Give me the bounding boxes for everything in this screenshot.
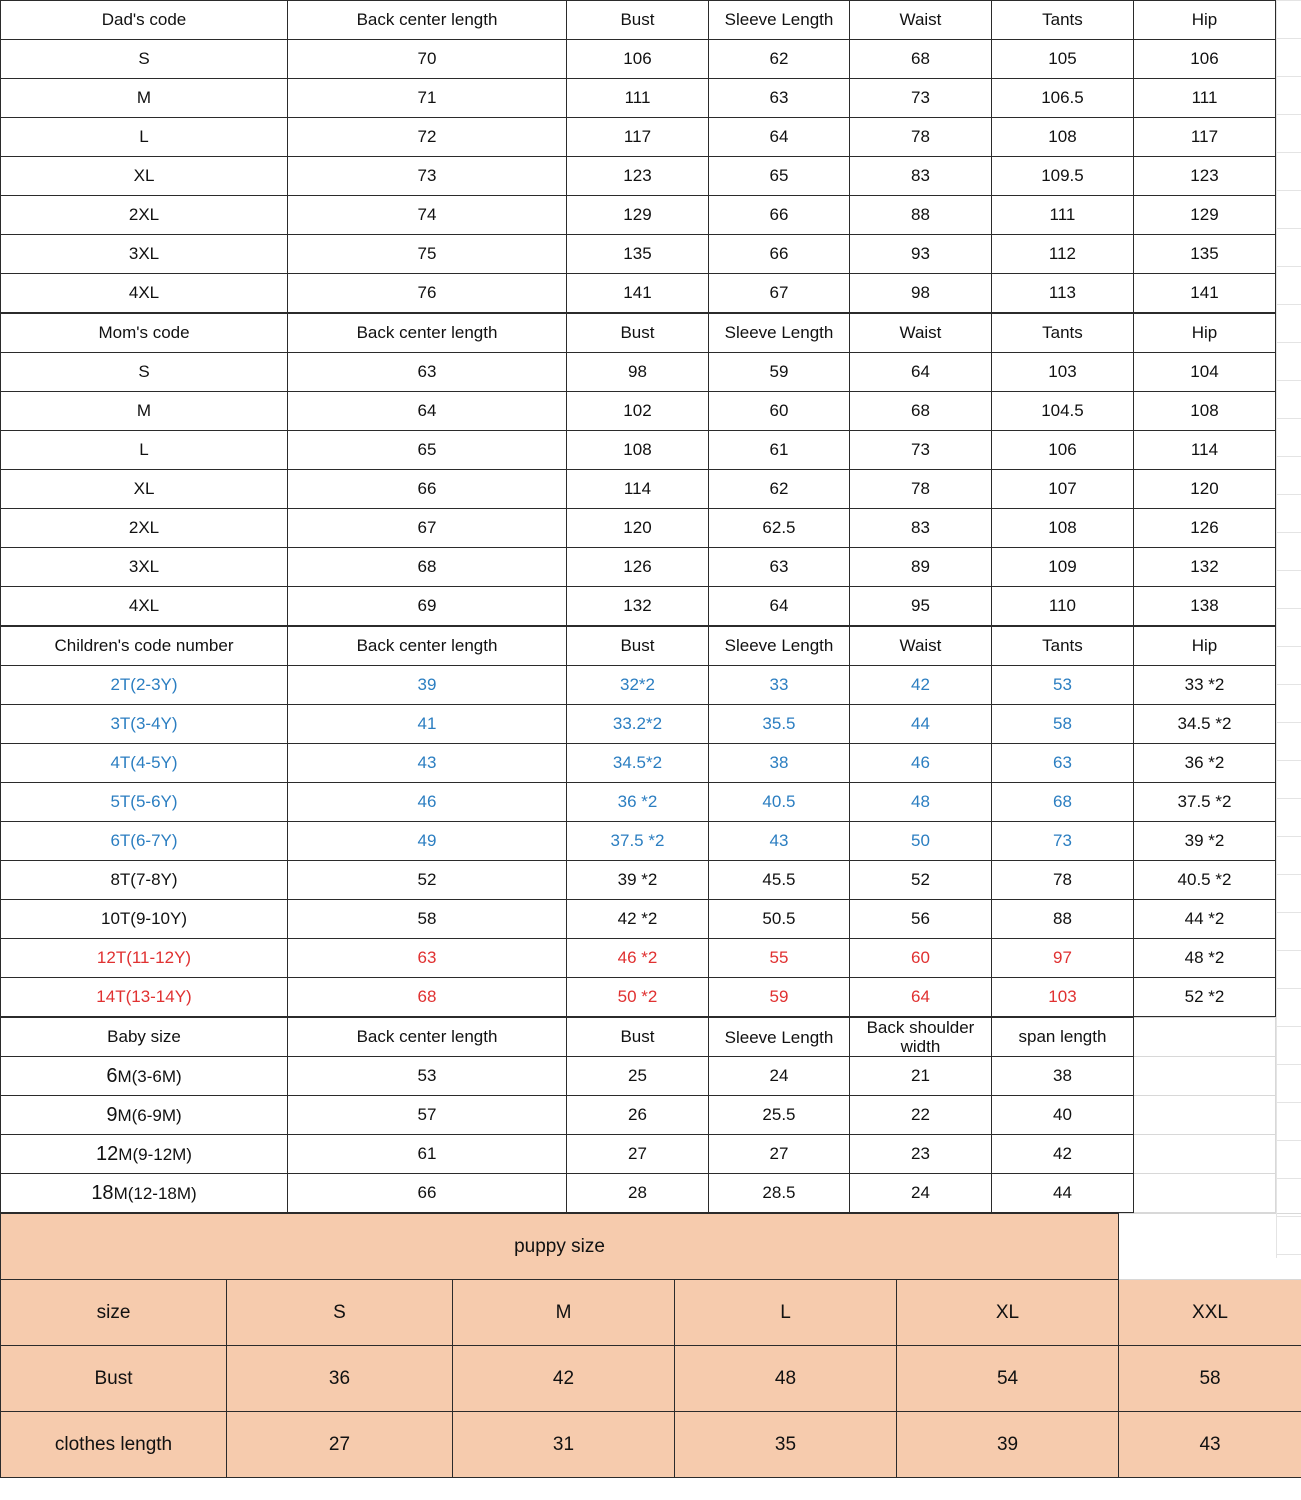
cell-bust: 141 (566, 274, 708, 313)
cell-size: 12T(11-12Y) (1, 939, 288, 978)
baby-header-size: Baby size (1, 1018, 288, 1057)
cell-size: 6T(6-7Y) (1, 822, 288, 861)
children-header-row (1, 627, 1276, 666)
cell-size: 10T(9-10Y) (1, 900, 288, 939)
cell-back-center-length: 63 (288, 353, 567, 392)
cell-sleeve-length: 45.5 (708, 861, 849, 900)
cell-size: 2XL (1, 509, 288, 548)
children-header-waist: Waist (849, 627, 991, 666)
cell-size: 3XL (1, 235, 288, 274)
baby-header-back-shoulder-width: Back shoulder width (849, 1018, 991, 1057)
baby-header-sleeve-length: Sleeve Length (708, 1018, 849, 1057)
cell-tants: 58 (991, 705, 1133, 744)
cell-bust: 36 *2 (566, 783, 708, 822)
cell-tants: 68 (991, 783, 1133, 822)
table-row (1, 978, 1276, 1017)
table-row (1, 1412, 1301, 1478)
cell-bust: 27 (566, 1135, 708, 1174)
cell-back-shoulder-width: 24 (849, 1174, 991, 1213)
cell-waist: 42 (849, 666, 991, 705)
cell-sleeve-length: 62 (708, 470, 849, 509)
cell-tants: 53 (991, 666, 1133, 705)
cell-bust: 120 (566, 509, 708, 548)
puppy-row-label-bust: Bust (1, 1346, 227, 1412)
cell-sleeve-length: 64 (708, 118, 849, 157)
cell-hip: 126 (1133, 509, 1275, 548)
cell-sleeve-length: 28.5 (708, 1174, 849, 1213)
cell-waist: 48 (849, 783, 991, 822)
cell-bust: 28 (566, 1174, 708, 1213)
table-row (1, 1135, 1276, 1174)
cell-hip: 37.5 *2 (1133, 783, 1275, 822)
cell-sleeve-length: 61 (708, 431, 849, 470)
mom-size-table (0, 313, 1276, 626)
cell-tants: 112 (991, 235, 1133, 274)
cell-clothes-length-xl: 39 (897, 1412, 1119, 1478)
table-row (1, 666, 1276, 705)
cell-bust: 33.2*2 (566, 705, 708, 744)
cell-bust: 42 *2 (566, 900, 708, 939)
cell-bust: 135 (566, 235, 708, 274)
cell-back-center-length: 67 (288, 509, 567, 548)
cell-waist: 73 (849, 79, 991, 118)
cell-size: 5T(5-6Y) (1, 783, 288, 822)
children-header-hip: Hip (1133, 627, 1275, 666)
cell-bust: 32*2 (566, 666, 708, 705)
baby-header-back-center-length: Back center length (288, 1018, 567, 1057)
cell-back-center-length: 49 (288, 822, 567, 861)
cell-size: 4T(4-5Y) (1, 744, 288, 783)
dad-header-tants: Tants (991, 1, 1133, 40)
cell-waist: 78 (849, 470, 991, 509)
cell-bust: 126 (566, 548, 708, 587)
cell-waist: 93 (849, 235, 991, 274)
cell-sleeve-length: 64 (708, 587, 849, 626)
table-row (1, 705, 1276, 744)
table-row (1, 196, 1276, 235)
cell-tants: 107 (991, 470, 1133, 509)
cell-size: 2XL (1, 196, 288, 235)
cell-size: M (1, 392, 288, 431)
cell-sleeve-length: 67 (708, 274, 849, 313)
mom-header-bust: Bust (566, 314, 708, 353)
mom-header-waist: Waist (849, 314, 991, 353)
mom-header-code: Mom's code (1, 314, 288, 353)
cell-empty (1133, 1135, 1275, 1174)
cell-waist: 64 (849, 353, 991, 392)
cell-back-center-length: 66 (288, 1174, 567, 1213)
dad-header-code: Dad's code (1, 1, 288, 40)
cell-bust-s: 36 (227, 1346, 453, 1412)
cell-sleeve-length: 24 (708, 1057, 849, 1096)
cell-waist: 56 (849, 900, 991, 939)
cell-waist: 44 (849, 705, 991, 744)
children-header-sleeve-length: Sleeve Length (708, 627, 849, 666)
cell-sleeve-length: 50.5 (708, 900, 849, 939)
cell-tants: 110 (991, 587, 1133, 626)
cell-hip: 117 (1133, 118, 1275, 157)
cell-sleeve-length: 55 (708, 939, 849, 978)
cell-tants: 106 (991, 431, 1133, 470)
cell-tants: 108 (991, 118, 1133, 157)
cell-back-center-length: 73 (288, 157, 567, 196)
cell-hip: 138 (1133, 587, 1275, 626)
cell-hip: 34.5 *2 (1133, 705, 1275, 744)
cell-bust: 132 (566, 587, 708, 626)
table-row (1, 274, 1276, 313)
cell-size: 9M(6-9M) (1, 1096, 288, 1135)
spreadsheet-gridlines (1276, 0, 1301, 1258)
cell-back-center-length: 52 (288, 861, 567, 900)
cell-waist: 73 (849, 431, 991, 470)
cell-waist: 64 (849, 978, 991, 1017)
cell-bust: 37.5 *2 (566, 822, 708, 861)
cell-sleeve-length: 27 (708, 1135, 849, 1174)
cell-hip: 120 (1133, 470, 1275, 509)
table-row (1, 470, 1276, 509)
mom-header-row (1, 314, 1276, 353)
cell-back-center-length: 64 (288, 392, 567, 431)
cell-hip: 44 *2 (1133, 900, 1275, 939)
cell-tants: 111 (991, 196, 1133, 235)
cell-back-center-length: 53 (288, 1057, 567, 1096)
puppy-size-table (0, 1213, 1301, 1478)
cell-back-center-length: 65 (288, 431, 567, 470)
cell-hip: 48 *2 (1133, 939, 1275, 978)
baby-header-row (1, 1018, 1276, 1057)
table-row (1, 1346, 1301, 1412)
cell-size: 3XL (1, 548, 288, 587)
table-row (1, 783, 1276, 822)
cell-size: L (1, 118, 288, 157)
cell-sleeve-length: 63 (708, 548, 849, 587)
cell-sleeve-length: 60 (708, 392, 849, 431)
cell-sleeve-length: 25.5 (708, 1096, 849, 1135)
cell-empty (1133, 1174, 1275, 1213)
cell-tants: 113 (991, 274, 1133, 313)
cell-waist: 88 (849, 196, 991, 235)
cell-back-center-length: 66 (288, 470, 567, 509)
cell-sleeve-length: 63 (708, 79, 849, 118)
cell-size-xl: XL (897, 1280, 1119, 1346)
cell-hip: 36 *2 (1133, 744, 1275, 783)
cell-span-length: 42 (991, 1135, 1133, 1174)
cell-waist: 68 (849, 40, 991, 79)
table-row (1, 1057, 1276, 1096)
cell-back-center-length: 41 (288, 705, 567, 744)
cell-hip: 39 *2 (1133, 822, 1275, 861)
cell-size: 2T(2-3Y) (1, 666, 288, 705)
cell-hip: 40.5 *2 (1133, 861, 1275, 900)
mom-header-tants: Tants (991, 314, 1133, 353)
cell-tants: 104.5 (991, 392, 1133, 431)
cell-back-center-length: 71 (288, 79, 567, 118)
table-row (1, 118, 1276, 157)
cell-tants: 73 (991, 822, 1133, 861)
cell-empty (1133, 1057, 1275, 1096)
cell-empty (1133, 1096, 1275, 1135)
cell-back-center-length: 76 (288, 274, 567, 313)
table-row (1, 1096, 1276, 1135)
cell-size: XL (1, 470, 288, 509)
cell-size: S (1, 40, 288, 79)
cell-span-length: 44 (991, 1174, 1133, 1213)
cell-sleeve-length: 40.5 (708, 783, 849, 822)
puppy-band-row (1, 1214, 1301, 1280)
cell-bust: 50 *2 (566, 978, 708, 1017)
cell-hip: 104 (1133, 353, 1275, 392)
dad-header-row (1, 1, 1276, 40)
cell-back-shoulder-width: 21 (849, 1057, 991, 1096)
puppy-row-label-clothes-length: clothes length (1, 1412, 227, 1478)
cell-size-s: S (227, 1280, 453, 1346)
cell-bust-xl: 54 (897, 1346, 1119, 1412)
baby-header-bust: Bust (566, 1018, 708, 1057)
cell-waist: 68 (849, 392, 991, 431)
table-row (1, 157, 1276, 196)
cell-size-m: M (453, 1280, 675, 1346)
dad-size-table (0, 0, 1276, 313)
cell-tants: 109 (991, 548, 1133, 587)
table-row (1, 900, 1276, 939)
cell-tants: 103 (991, 353, 1133, 392)
cell-bust-m: 42 (453, 1346, 675, 1412)
children-header-tants: Tants (991, 627, 1133, 666)
cell-back-center-length: 70 (288, 40, 567, 79)
table-row (1, 939, 1276, 978)
children-size-table (0, 626, 1276, 1017)
cell-back-center-length: 57 (288, 1096, 567, 1135)
dad-header-back-center-length: Back center length (288, 1, 567, 40)
cell-size-xxl: XXL (1119, 1280, 1301, 1346)
table-row (1, 744, 1276, 783)
cell-bust: 26 (566, 1096, 708, 1135)
cell-clothes-length-xxl: 43 (1119, 1412, 1301, 1478)
cell-bust: 25 (566, 1057, 708, 1096)
cell-tants: 63 (991, 744, 1133, 783)
cell-hip: 114 (1133, 431, 1275, 470)
cell-waist: 98 (849, 274, 991, 313)
cell-hip: 129 (1133, 196, 1275, 235)
table-row (1, 235, 1276, 274)
cell-back-center-length: 74 (288, 196, 567, 235)
cell-waist: 83 (849, 157, 991, 196)
cell-bust: 123 (566, 157, 708, 196)
cell-bust: 102 (566, 392, 708, 431)
cell-hip: 132 (1133, 548, 1275, 587)
children-header-back-center-length: Back center length (288, 627, 567, 666)
cell-size: 8T(7-8Y) (1, 861, 288, 900)
cell-back-center-length: 43 (288, 744, 567, 783)
cell-sleeve-length: 38 (708, 744, 849, 783)
cell-waist: 52 (849, 861, 991, 900)
cell-sleeve-length: 59 (708, 978, 849, 1017)
cell-back-center-length: 72 (288, 118, 567, 157)
cell-hip: 123 (1133, 157, 1275, 196)
cell-bust: 117 (566, 118, 708, 157)
cell-tants: 78 (991, 861, 1133, 900)
cell-bust: 34.5*2 (566, 744, 708, 783)
table-row (1, 1280, 1301, 1346)
cell-bust-xxl: 58 (1119, 1346, 1301, 1412)
baby-header-span-length: span length (991, 1018, 1133, 1057)
puppy-band-empty (1119, 1214, 1301, 1280)
cell-size: 18M(12-18M) (1, 1174, 288, 1213)
mom-header-back-center-length: Back center length (288, 314, 567, 353)
mom-header-hip: Hip (1133, 314, 1275, 353)
cell-sleeve-length: 62 (708, 40, 849, 79)
cell-back-shoulder-width: 22 (849, 1096, 991, 1135)
cell-tants: 106.5 (991, 79, 1133, 118)
cell-hip: 135 (1133, 235, 1275, 274)
table-row (1, 509, 1276, 548)
table-row (1, 79, 1276, 118)
cell-tants: 88 (991, 900, 1133, 939)
cell-clothes-length-s: 27 (227, 1412, 453, 1478)
cell-sleeve-length: 35.5 (708, 705, 849, 744)
puppy-band-label: puppy size (1, 1214, 1119, 1280)
cell-back-center-length: 39 (288, 666, 567, 705)
cell-size: 4XL (1, 274, 288, 313)
cell-size: 12M(9-12M) (1, 1135, 288, 1174)
cell-sleeve-length: 33 (708, 666, 849, 705)
table-row (1, 587, 1276, 626)
table-row (1, 822, 1276, 861)
table-row (1, 40, 1276, 79)
cell-back-center-length: 75 (288, 235, 567, 274)
dad-header-sleeve-length: Sleeve Length (708, 1, 849, 40)
cell-hip: 52 *2 (1133, 978, 1275, 1017)
children-header-code: Children's code number (1, 627, 288, 666)
cell-bust-l: 48 (675, 1346, 897, 1412)
cell-bust: 46 *2 (566, 939, 708, 978)
cell-waist: 60 (849, 939, 991, 978)
cell-sleeve-length: 65 (708, 157, 849, 196)
cell-waist: 89 (849, 548, 991, 587)
cell-tants: 103 (991, 978, 1133, 1017)
cell-waist: 50 (849, 822, 991, 861)
cell-waist: 46 (849, 744, 991, 783)
mom-header-sleeve-length: Sleeve Length (708, 314, 849, 353)
cell-bust: 114 (566, 470, 708, 509)
cell-back-center-length: 58 (288, 900, 567, 939)
dad-header-waist: Waist (849, 1, 991, 40)
table-row (1, 392, 1276, 431)
table-row (1, 861, 1276, 900)
cell-back-center-length: 46 (288, 783, 567, 822)
cell-waist: 95 (849, 587, 991, 626)
cell-back-center-length: 63 (288, 939, 567, 978)
cell-bust: 129 (566, 196, 708, 235)
cell-span-length: 38 (991, 1057, 1133, 1096)
cell-size: 4XL (1, 587, 288, 626)
cell-size: 6M(3-6M) (1, 1057, 288, 1096)
cell-sleeve-length: 66 (708, 196, 849, 235)
cell-back-center-length: 61 (288, 1135, 567, 1174)
cell-waist: 83 (849, 509, 991, 548)
cell-hip: 141 (1133, 274, 1275, 313)
children-header-bust: Bust (566, 627, 708, 666)
cell-tants: 108 (991, 509, 1133, 548)
cell-back-center-length: 68 (288, 978, 567, 1017)
cell-size: 14T(13-14Y) (1, 978, 288, 1017)
cell-hip: 111 (1133, 79, 1275, 118)
dad-header-hip: Hip (1133, 1, 1275, 40)
dad-header-bust: Bust (566, 1, 708, 40)
cell-bust: 111 (566, 79, 708, 118)
table-row (1, 353, 1276, 392)
cell-sleeve-length: 62.5 (708, 509, 849, 548)
baby-size-table (0, 1017, 1276, 1213)
cell-hip: 106 (1133, 40, 1275, 79)
table-row (1, 431, 1276, 470)
table-row (1, 1174, 1276, 1213)
cell-bust: 106 (566, 40, 708, 79)
cell-sleeve-length: 59 (708, 353, 849, 392)
cell-span-length: 40 (991, 1096, 1133, 1135)
cell-size: XL (1, 157, 288, 196)
cell-back-center-length: 69 (288, 587, 567, 626)
cell-hip: 33 *2 (1133, 666, 1275, 705)
cell-bust: 108 (566, 431, 708, 470)
cell-clothes-length-m: 31 (453, 1412, 675, 1478)
cell-back-center-length: 68 (288, 548, 567, 587)
cell-size: S (1, 353, 288, 392)
cell-tants: 97 (991, 939, 1133, 978)
cell-bust: 98 (566, 353, 708, 392)
cell-size: 3T(3-4Y) (1, 705, 288, 744)
cell-hip: 108 (1133, 392, 1275, 431)
baby-header-empty (1133, 1018, 1275, 1057)
cell-size: L (1, 431, 288, 470)
cell-back-shoulder-width: 23 (849, 1135, 991, 1174)
cell-sleeve-length: 66 (708, 235, 849, 274)
cell-sleeve-length: 43 (708, 822, 849, 861)
cell-size: M (1, 79, 288, 118)
cell-size-l: L (675, 1280, 897, 1346)
cell-bust: 39 *2 (566, 861, 708, 900)
cell-clothes-length-l: 35 (675, 1412, 897, 1478)
cell-waist: 78 (849, 118, 991, 157)
cell-tants: 105 (991, 40, 1133, 79)
cell-tants: 109.5 (991, 157, 1133, 196)
table-row (1, 548, 1276, 587)
puppy-row-label-size: size (1, 1280, 227, 1346)
